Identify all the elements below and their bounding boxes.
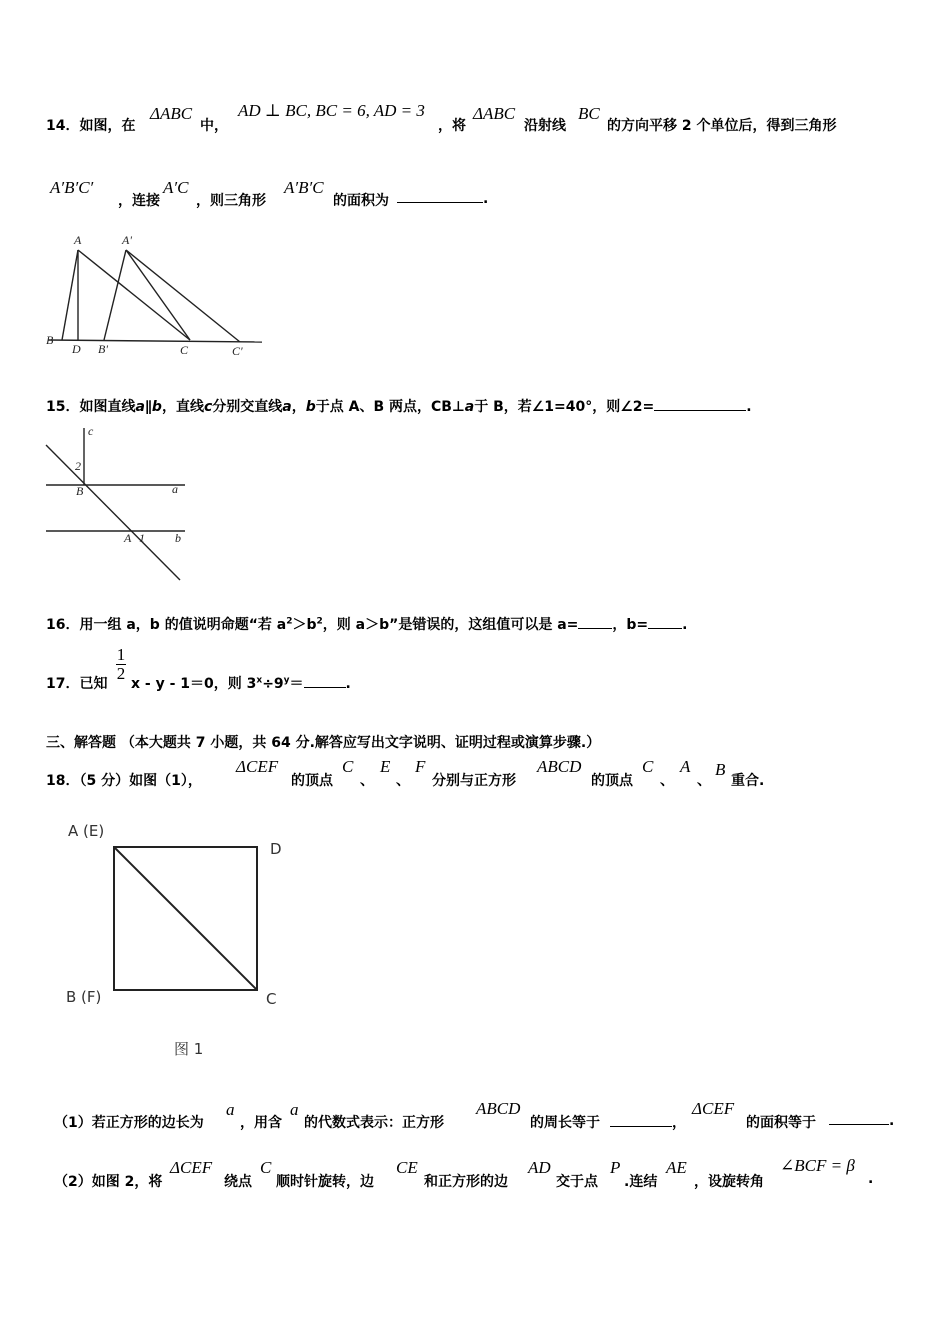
q14-math-triangle: A′B′C′: [50, 178, 94, 197]
label-a: A: [124, 531, 132, 545]
q18-part2-math: AE: [666, 1158, 687, 1177]
q18-part2-text: .连结: [624, 1174, 658, 1190]
q18-math: B: [715, 760, 726, 779]
q18-part1-math-cef: ΔCEF: [692, 1099, 735, 1118]
segment-a1c: [126, 250, 190, 340]
q18-part2-math: CE: [396, 1158, 418, 1177]
q14-math-abc: ΔABC: [150, 104, 193, 123]
label-angle-1: 1: [139, 531, 145, 545]
q18-math-abcd: ABCD: [537, 757, 582, 776]
q18-part2-text: 和正方形的边: [424, 1174, 508, 1190]
q16-answer-a[interactable]: [578, 616, 612, 629]
label-angle-2: 2: [75, 459, 81, 473]
label-b-f: B (F): [66, 988, 102, 1006]
q18-text: 的顶点: [291, 773, 333, 789]
figure-caption: 图 1: [174, 1040, 204, 1058]
q14-text: ，则三角形: [196, 193, 266, 209]
q18-part1-answer-perimeter[interactable]: ，: [610, 1112, 686, 1132]
label-a-e: A (E): [68, 822, 105, 840]
q18-part2-math: P: [610, 1158, 621, 1177]
q18-text: 重合.: [731, 773, 765, 789]
label-a-prime: A': [122, 233, 132, 247]
q17-answer-line[interactable]: [304, 675, 346, 688]
q14-math-condition: AD ⊥ BC, BC = 6, AD = 3: [238, 101, 425, 120]
q15-text: 15．如图直线a∥b，直线c分别交直线a，b于点 A、B 两点，CB⊥a于 B，若∠1=40°，则∠2= .: [46, 399, 752, 415]
q14-text: 沿射线: [524, 118, 566, 134]
q18-part1-text: ，用含: [240, 1115, 282, 1131]
q14-math-abc: ΔABC: [473, 104, 516, 123]
q18-part1-math: a: [290, 1100, 299, 1119]
q18-math: E: [380, 757, 391, 776]
q18-math: A: [680, 757, 691, 776]
q18-part2-text: 绕点: [224, 1174, 252, 1190]
label-b-prime: B': [98, 342, 108, 356]
q18-math: F: [415, 757, 426, 776]
q16-answer-b[interactable]: [648, 616, 682, 629]
q18-part2-math-cef: ΔCEF: [170, 1158, 213, 1177]
q17-expr: x - y - 1＝0，则 $3^x\div 9^y=$ .: [131, 675, 351, 692]
diagonal-ac: [114, 847, 257, 990]
q18-math: C: [342, 757, 354, 776]
label-c: C: [180, 343, 189, 357]
q18-part1-text: 的周长等于: [530, 1115, 600, 1131]
label-line-b: b: [175, 531, 181, 545]
q18-part1-text: 的面积等于: [746, 1115, 816, 1131]
label-d: D: [72, 342, 81, 356]
q14-math-triangle2: A′B′C: [284, 178, 324, 197]
label-line-a: a: [172, 482, 178, 496]
q18-part2-math: C: [260, 1158, 272, 1177]
label-b: B: [76, 484, 84, 498]
q18-part2-math: AD: [528, 1158, 551, 1177]
q14-math-bc: BC: [578, 104, 600, 123]
segment-ab: [62, 250, 78, 340]
q18-figure-1: [48, 812, 308, 1067]
section-title: 三、解答题 （本大题共 7 小题，共 64 分.解答应写出文字说明、证明过程或演算步骤.）: [46, 735, 601, 751]
q18-part2-text: .: [868, 1171, 874, 1187]
q18-part1-math-abcd: ABCD: [476, 1099, 521, 1118]
q18-part2-math-angle: ∠BCF = β: [780, 1156, 855, 1175]
segment-ac: [78, 250, 190, 340]
q15-answer-line[interactable]: [654, 398, 746, 411]
q18-text: 、: [697, 773, 711, 789]
q14-text: ，连接: [118, 193, 160, 209]
label-a: A: [74, 233, 82, 247]
q14-math-ac: A′C: [163, 178, 189, 197]
q14-text: 的面积为: [333, 193, 389, 209]
q18-part1-text: 的代数式表示：正方形: [304, 1115, 444, 1131]
q18-part2-text: 交于点: [556, 1174, 598, 1190]
q14-text: ，将: [438, 118, 466, 134]
q14-line1: [46, 115, 135, 135]
q18-text: 、: [360, 773, 374, 789]
q18-text: 的顶点: [591, 773, 633, 789]
q16-text: 16．用一组 a，b 的值说明命题“若 $a^2>b^2$，则 a＞b”是错误的，这组值可以是 a= ，b= .: [46, 616, 688, 633]
q18-part1-text: （1）若正方形的边长为: [54, 1115, 204, 1131]
q14-text: 中，: [200, 118, 228, 134]
q18-text: 、: [396, 773, 410, 789]
q18-text: 、: [660, 773, 674, 789]
q18-part1-math: a: [226, 1100, 235, 1119]
segment-a1b1: [104, 250, 126, 340]
q14-number: 14．如图，在: [46, 118, 136, 134]
label-c: c: [88, 424, 94, 438]
q18-text: 18．（5 分）如图（1），: [46, 773, 202, 789]
q18-text: 分别与正方形: [432, 773, 516, 789]
q18-math-cef: ΔCEF: [236, 757, 279, 776]
label-d: D: [270, 840, 282, 858]
label-c-prime: C': [232, 344, 243, 358]
q15-figure: [40, 420, 190, 585]
q18-math: C: [642, 757, 654, 776]
segment-a1c1: [126, 250, 240, 342]
q14-text: 的方向平移 2 个单位后，得到三角形: [607, 118, 837, 134]
line-c: [46, 445, 180, 580]
label-c: C: [266, 990, 277, 1008]
q18-part2-text: （2）如图 2，将: [54, 1174, 163, 1190]
q18-part2-text: ，设旋转角: [694, 1174, 764, 1190]
q17-text: 17．已知: [46, 676, 108, 692]
label-b: B: [46, 333, 54, 347]
q17-fraction: 1 2: [116, 645, 126, 683]
q18-part2-text: 顺时针旋转，边: [276, 1174, 374, 1190]
q18-part1-answer-area[interactable]: .: [829, 1112, 894, 1129]
q14-figure: [40, 230, 270, 360]
q14-answer-line[interactable]: .: [397, 190, 488, 207]
